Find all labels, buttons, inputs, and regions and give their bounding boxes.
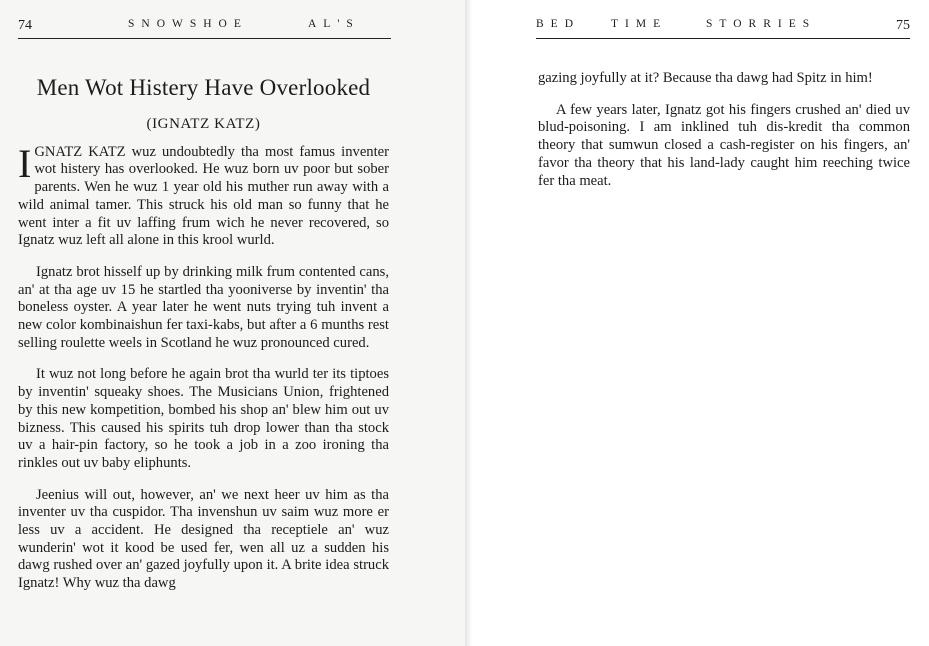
running-head-text: BED bbox=[536, 18, 580, 30]
running-head-text: SNOWSHOE bbox=[128, 18, 248, 30]
story-subtitle: (IGNATZ KATZ) bbox=[146, 116, 261, 132]
paragraph: A few years later, Ignatz got his fingers crushed an' died uv blud-poisoning. I am inklined tuh dis-kredit tha common theory that sumwun closed a cash-register on his fingers, an' favor tha theory that his land-lady caught him reeching twice fer tha meat. bbox=[538, 101, 910, 189]
right-column bbox=[538, 70, 910, 204]
paragraph: It wuz not long before he again brot tha wurld ter its tiptoes by inventin' squeaky shoes. The Musicians Union, frightened by this new kompetition, bombed his shop an' blew him out uv bizness. This caused his spirits tuh drop lower than tha stock uv a hair-pin factory, so he took a job in a zoo ironing tha rinkles out uv baby eliphunts. bbox=[18, 366, 389, 471]
running-head-text: AL'S bbox=[308, 18, 360, 30]
page-number: 75 bbox=[896, 18, 910, 33]
running-head-text: TIME bbox=[611, 18, 668, 30]
paragraph-text: GNATZ KATZ wuz undoubtedly tha most famus inventer wot histery has overlooked. He wuz born uv poor but sober parents. Wen he wuz 1 year old his muther run away with a wild animal tamer. This struck his old man so funny that he went inter a fit uv laffing frum wich he never recovered, so Ignatz wuz left all alone in this krool wurld. bbox=[18, 143, 389, 249]
paragraph: Jeenius will out, however, an' we next heer uv him as tha inventer uv tha cuspidor. Tha invenshun uv saim wuz more er less uv a accident. He designed tha receptiele an' wuz wunderin' wot it kood be used fer, wen all uz a sudden his dawg rushed over an' gazed joyfully upon it. A brite idea struck Ignatz! Why wuz tha dawg bbox=[18, 486, 389, 592]
book-gutter bbox=[465, 0, 472, 646]
story-title: Men Wot Histery Have Overlooked bbox=[36, 75, 371, 100]
paragraph bbox=[18, 140, 389, 250]
paragraph: gazing joyfully at it? Because tha dawg had Spitz in him! bbox=[538, 70, 873, 86]
running-head-text: STORRIES bbox=[706, 18, 817, 30]
drop-cap: I bbox=[18, 140, 32, 186]
running-head-left bbox=[18, 14, 391, 39]
left-column bbox=[18, 70, 389, 607]
paragraph: Ignatz brot hisself up by drinking milk frum contented cans, an' at tha age uv 15 he startled tha yooniverse by inventin' tha boneless oyster. A year later he went nuts trying tuh invent a new color kombinaishun fer taxi-kabs, but after a 6 munths rest selling roulette weels in Scotland he wuz pronounced cured. bbox=[18, 263, 389, 351]
running-head-right bbox=[536, 14, 910, 39]
right-page bbox=[472, 0, 929, 646]
page-number: 74 bbox=[18, 18, 32, 33]
